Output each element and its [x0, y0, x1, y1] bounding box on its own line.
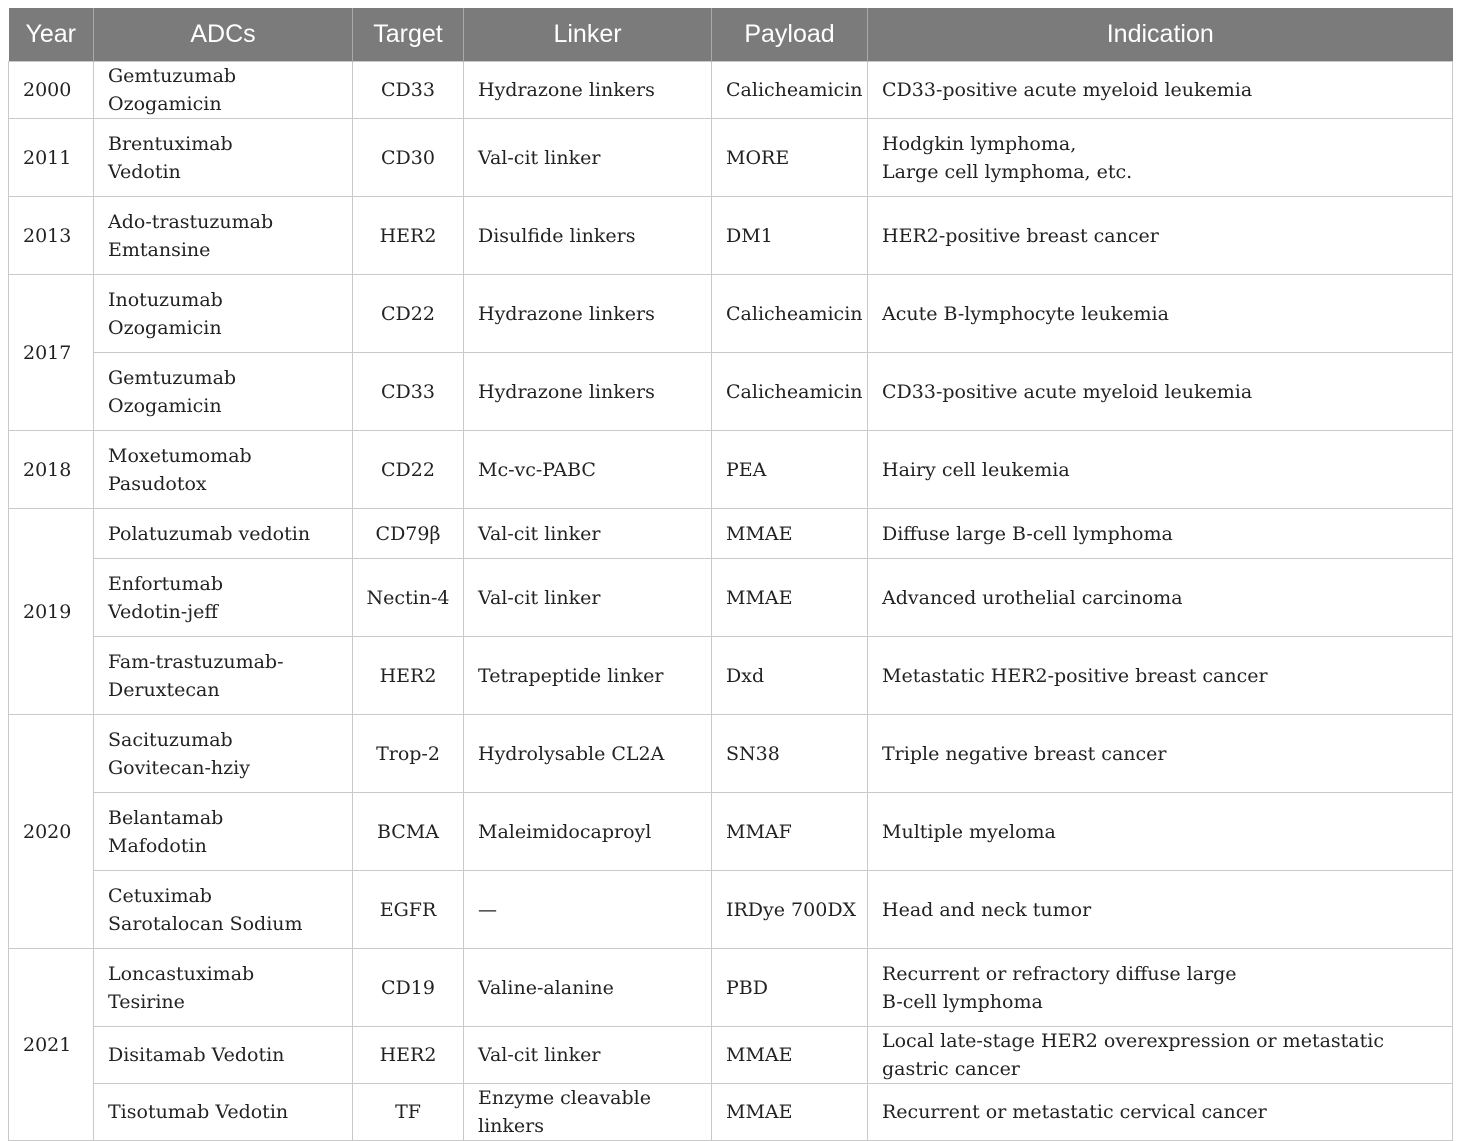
table-row [9, 275, 1453, 353]
payload-cell: MMAE [712, 509, 868, 559]
adc-line: Sarotalocan Sodium [108, 912, 303, 935]
indication-cell [868, 715, 1453, 793]
header-indication: Indication [868, 8, 1453, 62]
adc-line: Tisotumab Vedotin [108, 1101, 289, 1123]
adc-line: Fam-trastuzumab- [108, 650, 284, 673]
indication-line: Metastatic HER2-positive breast cancer [882, 664, 1268, 687]
adc-line: Gemtuzumab [108, 366, 237, 389]
year-cell: 2021 [9, 949, 94, 1141]
adc-line: Gemtuzumab Ozogamicin [108, 65, 237, 115]
linker-cell: Tetrapeptide linker [464, 637, 712, 715]
adc-line: Belantamab [108, 806, 224, 829]
indication-cell [868, 559, 1453, 637]
header-adcs: ADCs [94, 8, 353, 62]
indication-line: B-cell lymphoma [882, 990, 1043, 1013]
table-row [9, 509, 1453, 559]
adc-line: Ozogamicin [108, 316, 222, 339]
payload-cell: MMAE [712, 1027, 868, 1084]
adc-cell [94, 275, 353, 353]
indication-cell [868, 1027, 1453, 1084]
indication-cell [868, 197, 1453, 275]
target-cell: BCMA [353, 793, 464, 871]
adc-cell [94, 949, 353, 1027]
indication-cell [868, 509, 1453, 559]
indication-cell [868, 62, 1453, 119]
indication-cell [868, 275, 1453, 353]
table-row [9, 1027, 1453, 1084]
header-row [9, 8, 1453, 62]
target-cell: Trop-2 [353, 715, 464, 793]
table-row [9, 197, 1453, 275]
indication-line: CD33-positive acute myeloid leukemia [882, 79, 1253, 101]
target-cell: CD22 [353, 275, 464, 353]
indication-line: Recurrent or refractory diffuse large [882, 962, 1237, 985]
adc-line: Sacituzumab [108, 728, 233, 751]
payload-cell: IRDye 700DX [712, 871, 868, 949]
payload-cell: SN38 [712, 715, 868, 793]
adc-line: Moxetumomab [108, 444, 252, 467]
linker-cell: Valine-alanine [464, 949, 712, 1027]
target-cell: Nectin-4 [353, 559, 464, 637]
table-row [9, 871, 1453, 949]
year-cell: 2011 [9, 119, 94, 197]
adc-line: Vedotin-jeff [108, 600, 218, 623]
indication-cell [868, 353, 1453, 431]
linker-cell: Mc-vc-PABC [464, 431, 712, 509]
indication-line: HER2-positive breast cancer [882, 224, 1159, 247]
adc-line: Deruxtecan [108, 678, 220, 701]
adc-cell [94, 62, 353, 119]
payload-cell: MMAF [712, 793, 868, 871]
indication-cell [868, 871, 1453, 949]
linker-cell: Enzyme cleavable linkers [464, 1084, 712, 1141]
linker-cell: Val-cit linker [464, 509, 712, 559]
indication-line: Advanced urothelial carcinoma [882, 586, 1183, 609]
payload-cell: DM1 [712, 197, 868, 275]
payload-cell: MMAE [712, 559, 868, 637]
payload-cell: Calicheamicin [712, 62, 868, 119]
indication-line: Hodgkin lymphoma, [882, 132, 1077, 155]
payload-cell: MMAE [712, 1084, 868, 1141]
indication-cell [868, 119, 1453, 197]
payload-cell: PEA [712, 431, 868, 509]
indication-line: Head and neck tumor [882, 898, 1092, 921]
table-row [9, 559, 1453, 637]
linker-cell: Disulfide linkers [464, 197, 712, 275]
adc-line: Vedotin [108, 160, 181, 183]
adc-cell [94, 871, 353, 949]
linker-cell: Hydrazone linkers [464, 62, 712, 119]
target-cell: CD33 [353, 353, 464, 431]
target-cell: CD19 [353, 949, 464, 1027]
adc-line: Mafodotin [108, 834, 207, 857]
adc-approval-table [8, 8, 1453, 1141]
indication-line: Multiple myeloma [882, 820, 1056, 843]
adc-line: Polatuzumab vedotin [108, 522, 311, 545]
adc-line: Inotuzumab [108, 288, 223, 311]
table-row [9, 715, 1453, 793]
payload-cell: Calicheamicin [712, 353, 868, 431]
header-target: Target [353, 8, 464, 62]
adc-line: Ado-trastuzumab [108, 210, 274, 233]
indication-line: Acute B-lymphocyte leukemia [882, 302, 1169, 325]
payload-cell: Calicheamicin [712, 275, 868, 353]
linker-cell: Hydrolysable CL2A [464, 715, 712, 793]
adc-cell [94, 431, 353, 509]
indication-cell [868, 1084, 1453, 1141]
adc-cell [94, 119, 353, 197]
linker-cell: Val-cit linker [464, 559, 712, 637]
indication-line: CD33-positive acute myeloid leukemia [882, 380, 1253, 403]
adc-cell [94, 1084, 353, 1141]
adc-cell [94, 197, 353, 275]
payload-cell: Dxd [712, 637, 868, 715]
adc-line: Pasudotox [108, 472, 207, 495]
payload-cell: MORE [712, 119, 868, 197]
linker-cell: Val-cit linker [464, 1027, 712, 1084]
indication-cell [868, 793, 1453, 871]
adc-cell [94, 509, 353, 559]
target-cell: CD33 [353, 62, 464, 119]
table-row [9, 119, 1453, 197]
table-row [9, 793, 1453, 871]
linker-cell: Hydrazone linkers [464, 275, 712, 353]
linker-cell: Val-cit linker [464, 119, 712, 197]
adc-cell [94, 793, 353, 871]
target-cell: CD22 [353, 431, 464, 509]
indication-line: Recurrent or metastatic cervical cancer [882, 1101, 1267, 1123]
table-row [9, 431, 1453, 509]
header-payload: Payload [712, 8, 868, 62]
adc-line: Tesirine [108, 990, 185, 1013]
table-row [9, 353, 1453, 431]
adc-line: Brentuximab [108, 132, 233, 155]
adc-line: Enfortumab [108, 572, 224, 595]
adc-cell [94, 353, 353, 431]
adc-line: Ozogamicin [108, 394, 222, 417]
adc-line: Govitecan-hziy [108, 756, 250, 779]
adc-line: Loncastuximab [108, 962, 255, 985]
target-cell: HER2 [353, 1027, 464, 1084]
table-row [9, 1084, 1453, 1141]
adc-line: Cetuximab [108, 884, 212, 907]
table-row [9, 949, 1453, 1027]
linker-cell: Hydrazone linkers [464, 353, 712, 431]
payload-cell: PBD [712, 949, 868, 1027]
year-cell: 2017 [9, 275, 94, 431]
indication-line: Local late-stage HER2 overexpression or metastatic gastric cancer [882, 1030, 1384, 1080]
target-cell: TF [353, 1084, 464, 1141]
year-cell: 2020 [9, 715, 94, 949]
target-cell: CD79β [353, 509, 464, 559]
target-cell: CD30 [353, 119, 464, 197]
table-row [9, 62, 1453, 119]
table-row [9, 637, 1453, 715]
adc-cell [94, 715, 353, 793]
adc-cell [94, 1027, 353, 1084]
target-cell: HER2 [353, 197, 464, 275]
indication-line: Hairy cell leukemia [882, 458, 1070, 481]
year-cell: 2018 [9, 431, 94, 509]
linker-cell: Maleimidocaproyl [464, 793, 712, 871]
adc-line: Emtansine [108, 238, 211, 261]
adc-line: Disitamab Vedotin [108, 1044, 285, 1066]
header-year: Year [9, 8, 94, 62]
indication-cell [868, 431, 1453, 509]
adc-cell [94, 559, 353, 637]
indication-line: Triple negative breast cancer [882, 742, 1167, 765]
indication-line: Diffuse large B-cell lymphoma [882, 522, 1173, 545]
year-cell: 2019 [9, 509, 94, 715]
target-cell: HER2 [353, 637, 464, 715]
linker-cell: — [464, 871, 712, 949]
indication-line: Large cell lymphoma, etc. [882, 160, 1133, 183]
year-cell: 2000 [9, 62, 94, 119]
target-cell: EGFR [353, 871, 464, 949]
year-cell: 2013 [9, 197, 94, 275]
indication-cell [868, 637, 1453, 715]
header-linker: Linker [464, 8, 712, 62]
adc-cell [94, 637, 353, 715]
indication-cell [868, 949, 1453, 1027]
